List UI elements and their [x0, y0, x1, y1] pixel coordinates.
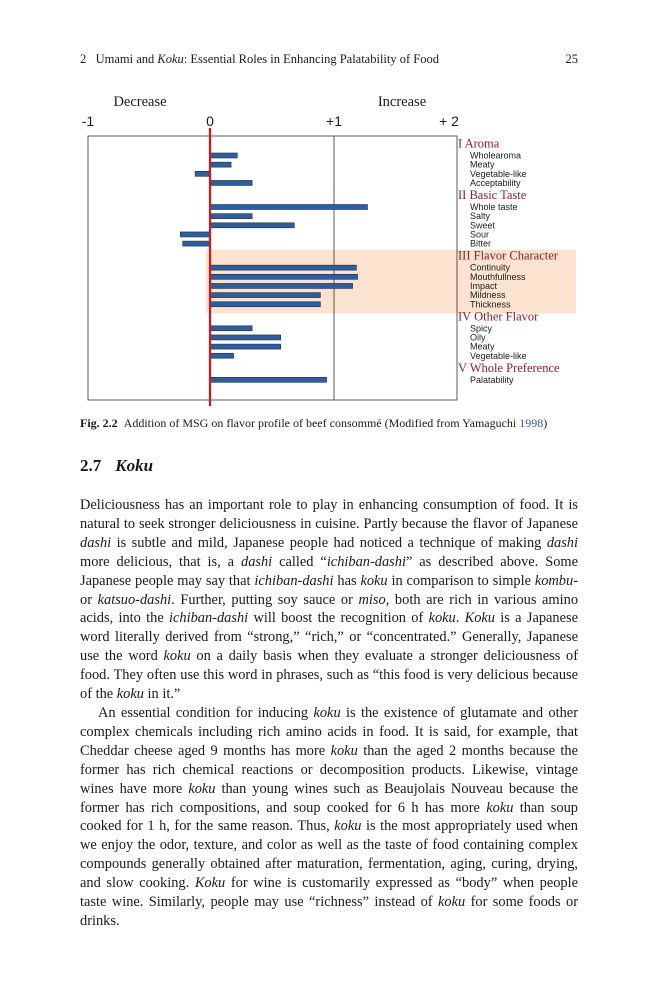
item-label: Mildness [470, 290, 506, 301]
text-run: . [455, 610, 465, 627]
bar-impact [210, 283, 353, 288]
item-label: Vegetable-like [470, 350, 527, 361]
bar-salty [210, 214, 252, 219]
text-run: , both are rich in various amino acids, into the [80, 591, 579, 627]
italic-term: koku [334, 818, 362, 835]
bar-vegetable-like [195, 171, 210, 176]
body-text [80, 496, 578, 931]
italic-term: katsuo-dashi [97, 591, 172, 608]
italic-term: ichiban-dashi [254, 572, 334, 589]
text-run: called “ [272, 553, 327, 570]
text-run: is subtle and mild, Japanese people had noticed a technique of making [111, 534, 547, 551]
italic-term: kombu [534, 572, 574, 589]
item-label: Oily [470, 332, 486, 343]
text-run: than the aged 2 months because the former has rich chemical reactions or decomposition products. Likewise, vintage wines have more [80, 742, 578, 797]
decrease-label: Decrease [113, 94, 167, 110]
text-run: for some foods or drinks. [80, 894, 578, 929]
group-label: IV Other Flavor [458, 309, 539, 324]
paragraph [80, 704, 578, 931]
group-label: II Basic Taste [458, 188, 527, 202]
italic-term: koku [188, 780, 216, 797]
item-label: Continuity [470, 262, 511, 273]
text-run: in it.” [143, 686, 181, 703]
text-run: is the existence of glutamate and other complex chemicals including rich amino acids in food. It is said, for example, that Cheddar cheese aged 9 months has more [80, 704, 578, 759]
text-run: has [333, 572, 361, 589]
italic-term: koku [428, 610, 456, 627]
text-run: Deliciousness has an important role to play in enhancing consumption of food. It is natural to seek stronger deliciousness in cuisine. Partly because the flavor of Japanese [80, 497, 578, 532]
item-label: Mouthfullness [470, 271, 526, 282]
bar-continuity [210, 265, 356, 270]
bar-meaty [210, 344, 281, 349]
italic-term: dashi [80, 534, 112, 551]
italic-term: Koku [464, 610, 496, 627]
text-run: for wine is customarily expressed as “body” when people taste wine. Similarly, people may use “richness” instead of [80, 875, 579, 911]
text-run: in comparison to simple [387, 572, 535, 589]
figure-caption [80, 416, 580, 431]
bar-mouthfullness [210, 274, 358, 279]
paragraph [80, 496, 578, 704]
text-run: than soup cooked for 1 h, for the same reason. Thus, [80, 799, 578, 835]
item-label: Sweet [470, 220, 496, 231]
increase-label: Increase [377, 94, 427, 110]
text-run: on a daily basis when they evaluate a stronger deliciousness of food. They often use this word in phrases, such as “this food is very delicious because of the [80, 648, 578, 703]
section-title: Koku [115, 456, 154, 475]
italic-term: ichiban-dashi [169, 610, 249, 627]
italic-term: koku [360, 572, 388, 589]
text-run: ” as described above. Some Japanese people may say that [80, 553, 578, 589]
page-number: 25 [565, 52, 578, 66]
x-tick-label: +1 [326, 113, 342, 129]
item-label: Spicy [470, 323, 493, 334]
italic-term: dashi [546, 534, 578, 551]
group-label: III Flavor Character [458, 248, 558, 263]
figure-2-2 [0, 0, 659, 410]
text-run: An essential condition for inducing [98, 704, 314, 721]
text-run: will boost the recognition of [248, 610, 429, 627]
bar-bitter [183, 241, 210, 246]
caption-label: Fig. 2.2 [80, 416, 118, 430]
italic-term: koku [486, 799, 514, 816]
item-label: Whole taste [470, 202, 518, 212]
bar-vegetable-like [210, 353, 234, 358]
text-run: is a Japanese word literally derived from “strong,” “rich,” or “concentrated.” Generally, Japanese use the word [80, 610, 579, 665]
bar-palatability [210, 377, 327, 382]
running-title-italic: Koku [157, 52, 184, 66]
section-heading [80, 456, 153, 476]
bar-sweet [210, 223, 294, 228]
x-tick-label: + 2 [439, 113, 459, 129]
item-label: Meaty [470, 159, 495, 170]
item-label: Wholearoma [470, 150, 522, 161]
bar-thickness [210, 302, 320, 307]
x-tick-label: -1 [81, 113, 95, 129]
bar-mildness [210, 293, 320, 298]
italic-term: dashi [241, 553, 273, 570]
x-tick-label: 0 [206, 113, 214, 129]
bar-acceptability [210, 180, 252, 185]
caption-text: Addition of MSG on flavor profile of beef consommé (Modified from Yamaguchi [123, 416, 520, 430]
item-label: Thickness [470, 299, 511, 310]
bar-wholearoma [210, 153, 237, 158]
item-label: Bitter [470, 238, 492, 249]
group-label: V Whole Preference [458, 360, 560, 375]
italic-term: ichiban-dashi [326, 553, 406, 570]
item-label: Meaty [470, 341, 495, 352]
caption-reference-link[interactable]: 1998 [519, 416, 544, 430]
group-label: I Aroma [458, 136, 500, 151]
text-run: is the most appropriately used when we enjoy the odor, texture, and color as well as the taste of food containing complex compounds generally obtained after maturation, fermentation, aging, curing, drying, and slow cooking. [80, 818, 578, 892]
item-label: Salty [470, 211, 491, 222]
section-number: 2.7 [80, 456, 102, 475]
caption-close: ) [543, 416, 548, 430]
italic-term: koku [163, 648, 191, 665]
chapter-number: 2 [80, 52, 87, 66]
text-run: than young wines such as Beaujolais Nouveau because the former has rich compositions, and soup cooked for 6 h has more [80, 780, 578, 816]
bar-sour [180, 232, 210, 237]
italic-term: Koku [194, 875, 226, 892]
item-label: Vegetable-like [470, 168, 527, 179]
bar-spicy [210, 326, 252, 331]
bar-whole-taste [210, 205, 367, 210]
italic-term: koku [313, 704, 341, 721]
italic-term: koku [438, 894, 466, 911]
item-label: Sour [470, 229, 490, 240]
flavor-profile-chart [0, 0, 659, 410]
item-label: Impact [470, 280, 498, 291]
bar-meaty [210, 162, 231, 167]
text-run: . Further, putting soy sauce or [171, 591, 359, 608]
running-title-post: : Essential Roles in Enhancing Palatability of Food [183, 52, 439, 66]
text-run: - or [80, 572, 578, 608]
text-run: more delicious, that is, a [80, 553, 241, 570]
item-label: Palatability [470, 374, 514, 385]
italic-term: miso [358, 591, 386, 608]
italic-term: koku [330, 742, 358, 759]
bar-oily [210, 335, 281, 340]
italic-term: koku [116, 686, 144, 703]
running-title-pre: Umami and [95, 52, 158, 66]
item-label: Acceptability [470, 177, 521, 188]
